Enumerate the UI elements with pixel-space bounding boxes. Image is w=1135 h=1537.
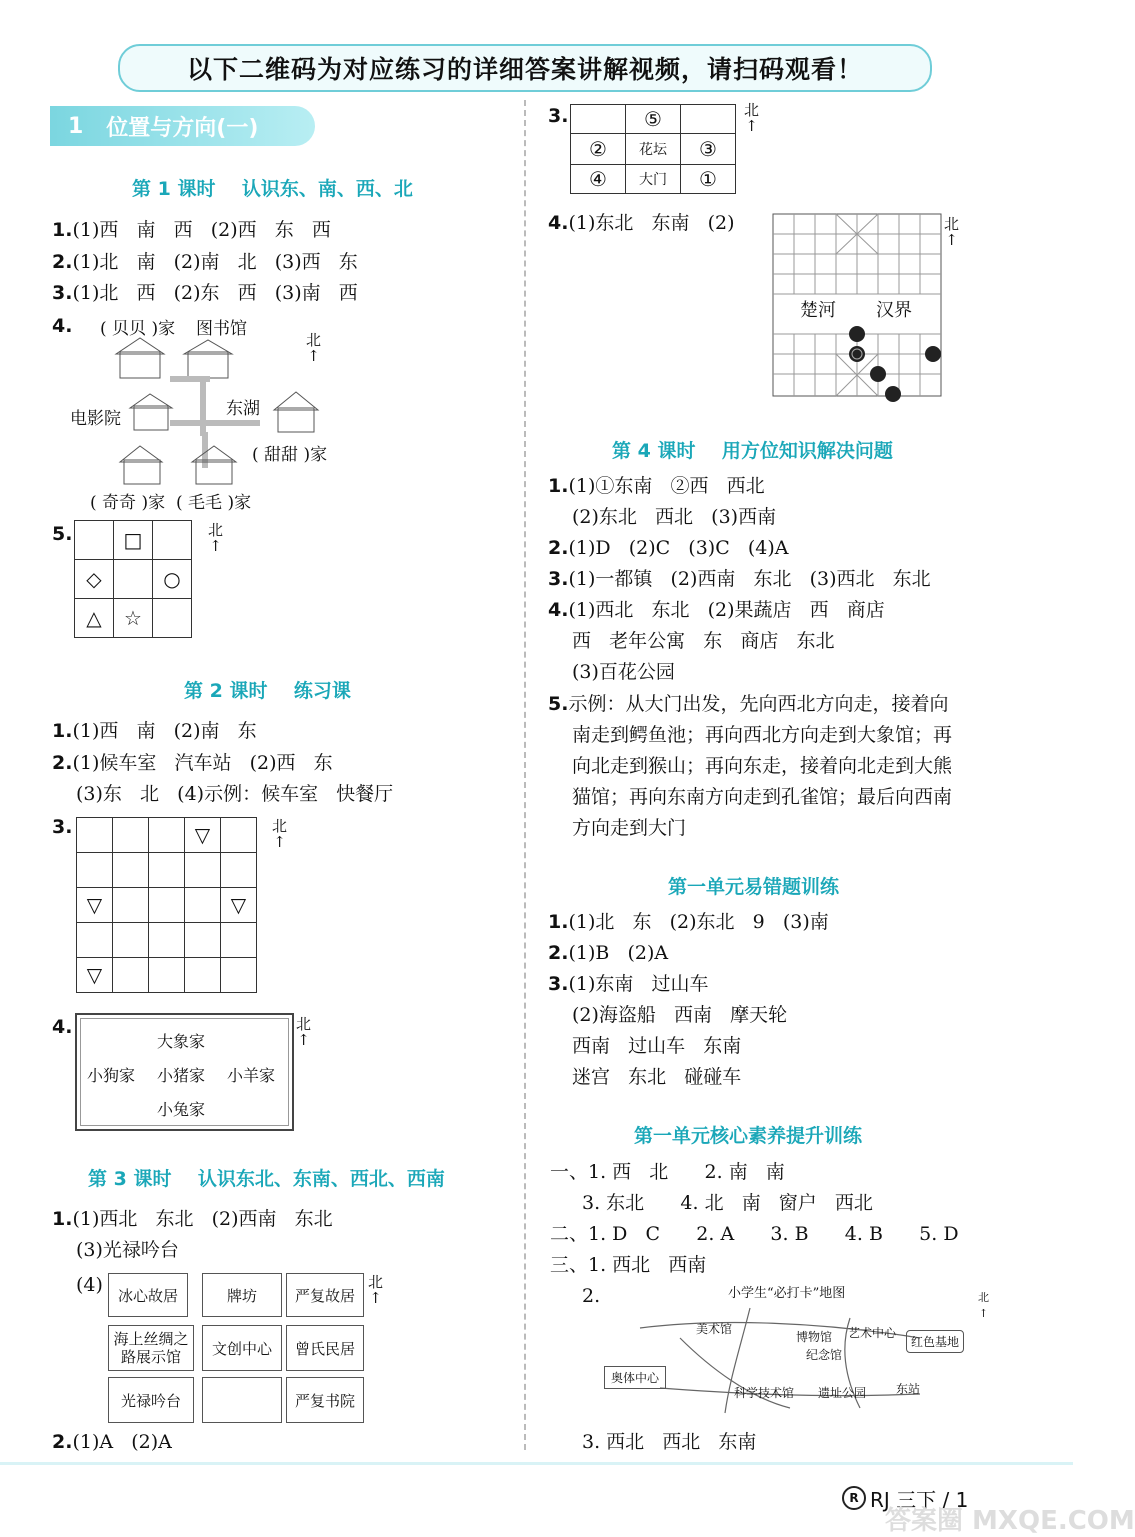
box-silkroad: 海上丝绸之路展示馆 (108, 1325, 194, 1371)
map-roads (600, 1298, 995, 1420)
box-zengshi: 曾氏民居 (286, 1325, 364, 1371)
s6-l6: 3. 西北 西北 东南 (582, 1431, 757, 1453)
s2-q3-num: 3. (52, 816, 73, 838)
s3-q2: 2.(1)A (2)A (52, 1431, 172, 1453)
unit-number: 1 (68, 113, 84, 139)
s4-l0: 1.(1)①东南 ②西 西北 (548, 475, 765, 497)
north-indicator: 北 ↑ (272, 817, 288, 851)
s5-l3: (2)海盗船 西南 摩天轮 (572, 1004, 788, 1026)
chessboard (773, 214, 945, 400)
box-yanfu: 严复故居 (286, 1273, 364, 1317)
north-indicator: 北 ↑ (208, 521, 224, 555)
label-elephant: 大象家 (157, 1032, 206, 1051)
label-maomao: ( 毛毛 )家 (176, 493, 252, 513)
box-guanglu: 光禄吟台 (108, 1377, 194, 1423)
label-donghu: 东湖 (226, 399, 260, 419)
s4-l4: 4.(1)西北 东北 (2)果蔬店 西 商店 (548, 599, 885, 621)
watermark: 答案圈 MXQE.COM (885, 1506, 1135, 1536)
s4-l7: 5.示例：从大门出发，先向西北方向走，接着向 (548, 693, 949, 715)
box-yanfu-academy: 严复书院 (286, 1377, 364, 1423)
map-red-base: 红色基地 (906, 1330, 964, 1353)
label-sheep: 小羊家 (227, 1066, 276, 1085)
s4-l8: 南走到鳄鱼池；再向西北方向走到大象馆；再 (572, 724, 953, 746)
unit-title: 位置与方向(一) (106, 115, 259, 141)
s4-l1: (2)东北 西北 (3)西南 (572, 506, 777, 528)
s6-l1: 一、1. 西 北 2. 南 南 (550, 1161, 785, 1183)
s1-q1: 1.(1)西 南 西 (2)西 东 西 (52, 219, 331, 241)
s6-l4: 三、1. 西北 西南 (550, 1254, 707, 1276)
map-memorial: 纪念馆 (806, 1348, 843, 1362)
s3-q1c: (4) (76, 1274, 103, 1296)
s4-l3: 3.(1)一都镇 (2)西南 东北 (3)西北 东北 (548, 568, 931, 590)
column-divider (524, 100, 526, 1450)
label-hanjie: 汉界 (876, 296, 912, 322)
map-museum: 博物馆 (796, 1330, 833, 1344)
s3-q1b: (3)光禄吟台 (76, 1239, 179, 1261)
box-bingxin: 冰心故居 (108, 1273, 188, 1317)
s5-l2: 3.(1)东南 过山车 (548, 973, 709, 995)
box-empty (202, 1377, 282, 1423)
section-5-title: 第一单元易错题训练 (668, 876, 840, 898)
r-q4: 4.(1)东北 东南 (2) (548, 212, 735, 234)
section-2-title: 第 2 课时 练习课 (184, 680, 351, 702)
unit-header (50, 106, 315, 146)
s3-q1-boxes (108, 1273, 364, 1433)
s5-l0: 1.(1)北 东 (2)东北 9 (3)南 (548, 911, 829, 933)
s4-l2: 2.(1)D (2)C (3)C (4)A (548, 537, 789, 559)
footer-line (0, 1462, 1073, 1465)
s1-q2: 2.(1)北 南 (2)南 北 (3)西 东 (52, 251, 358, 273)
s2-q2a: 2.(1)候车室 汽车站 (2)西 东 (52, 752, 333, 774)
s2-q3-grid: ▽ ▽ ▽ ▽ (76, 817, 257, 993)
map-art-museum: 美术馆 (696, 1322, 733, 1336)
map-olympic-center: 奥体中心 (604, 1366, 666, 1389)
s5-l5: 迷宫 东北 碰碰车 (572, 1066, 742, 1088)
north-indicator: 北 ↑ (978, 1291, 989, 1320)
publisher-badge: R (842, 1486, 866, 1510)
s2-q2b: (3)东 北 (4)示例：候车室 快餐厅 (76, 783, 394, 805)
s1-q5-grid: □ ◇ ○ △ ☆ (74, 520, 192, 638)
label-pig: 小猪家 (157, 1066, 206, 1085)
r-q3-num: 3. (548, 105, 569, 127)
label-beibei: ( 贝贝 )家 (100, 319, 176, 339)
north-indicator: 北 ↑ (944, 215, 960, 249)
north-indicator: 北 ↑ (306, 331, 322, 365)
label-dog: 小狗家 (87, 1066, 136, 1085)
map-science-museum: 科学技术馆 (734, 1386, 795, 1400)
label-rabbit: 小兔家 (157, 1100, 206, 1119)
s6-map (600, 1280, 995, 1420)
s6-l2: 3. 东北 4. 北 南 窗户 西北 (582, 1192, 873, 1214)
banner: 以下二维码为对应练习的详细答案讲解视频，请扫码观看！ (118, 44, 932, 92)
s6-l3: 二、1. D C 2. A 3. B 4. B 5. D (550, 1223, 959, 1245)
s2-q1: 1.(1)西 南 (2)南 东 (52, 720, 257, 742)
s1-q5-num: 5. (52, 523, 73, 545)
box-paifang: 牌坊 (202, 1273, 282, 1317)
s4-l6: (3)百花公园 (572, 661, 675, 683)
map-title: 小学生“必打卡”地图 (728, 1286, 846, 1301)
section-4-title: 第 4 课时 用方位知识解决问题 (612, 440, 893, 462)
s4-l5: 西 老年公寓 东 商店 东北 (572, 630, 835, 652)
box-wenchuang: 文创中心 (202, 1325, 282, 1371)
s1-q4-map (70, 310, 370, 515)
label-library: 图书馆 (196, 319, 247, 339)
section-6-title: 第一单元核心素养提升训练 (634, 1125, 863, 1147)
s3-q1a: 1.(1)西北 东北 (2)西南 东北 (52, 1208, 333, 1230)
s2-q4-num: 4. (52, 1016, 73, 1038)
label-tiantian: ( 甜甜 )家 (252, 445, 328, 465)
label-cinema: 电影院 (70, 409, 121, 429)
north-indicator: 北 ↑ (296, 1015, 312, 1049)
s5-l4: 西南 过山车 东南 (572, 1035, 742, 1057)
map-art-center: 艺术中心 (848, 1326, 897, 1340)
section-1-title: 第 1 课时 认识东、南、西、北 (132, 178, 413, 200)
page-footer: RJ 三下 / 1 (870, 1488, 969, 1512)
r-q3-grid: ⑤ ② 花坛 ③ ④ 大门 ① (570, 104, 736, 194)
north-indicator: 北 ↑ (368, 1273, 384, 1307)
s1-q3: 3.(1)北 西 (2)东 西 (3)南 西 (52, 282, 358, 304)
s4-l9: 向北走到猴山；再向东走，接着向北走到大熊 (572, 755, 953, 777)
label-qiqi: ( 奇奇 )家 (90, 493, 166, 513)
s6-l5: 2. (582, 1285, 601, 1307)
s4-l11: 方向走到大门 (572, 817, 687, 839)
label-chuhe: 楚河 (800, 296, 836, 322)
s4-l10: 猫馆；再向东南方向走到孔雀馆；最后向西南 (572, 786, 953, 808)
map-east-station: 东站 (896, 1382, 921, 1396)
section-3-title: 第 3 课时 认识东北、东南、西北、西南 (88, 1168, 445, 1190)
north-indicator: 北 ↑ (744, 101, 760, 135)
s5-l1: 2.(1)B (2)A (548, 942, 669, 964)
s1-q4-num: 4. (52, 315, 73, 337)
s2-q4-map (75, 1013, 294, 1131)
map-ruins-park: 遗址公园 (818, 1386, 867, 1400)
